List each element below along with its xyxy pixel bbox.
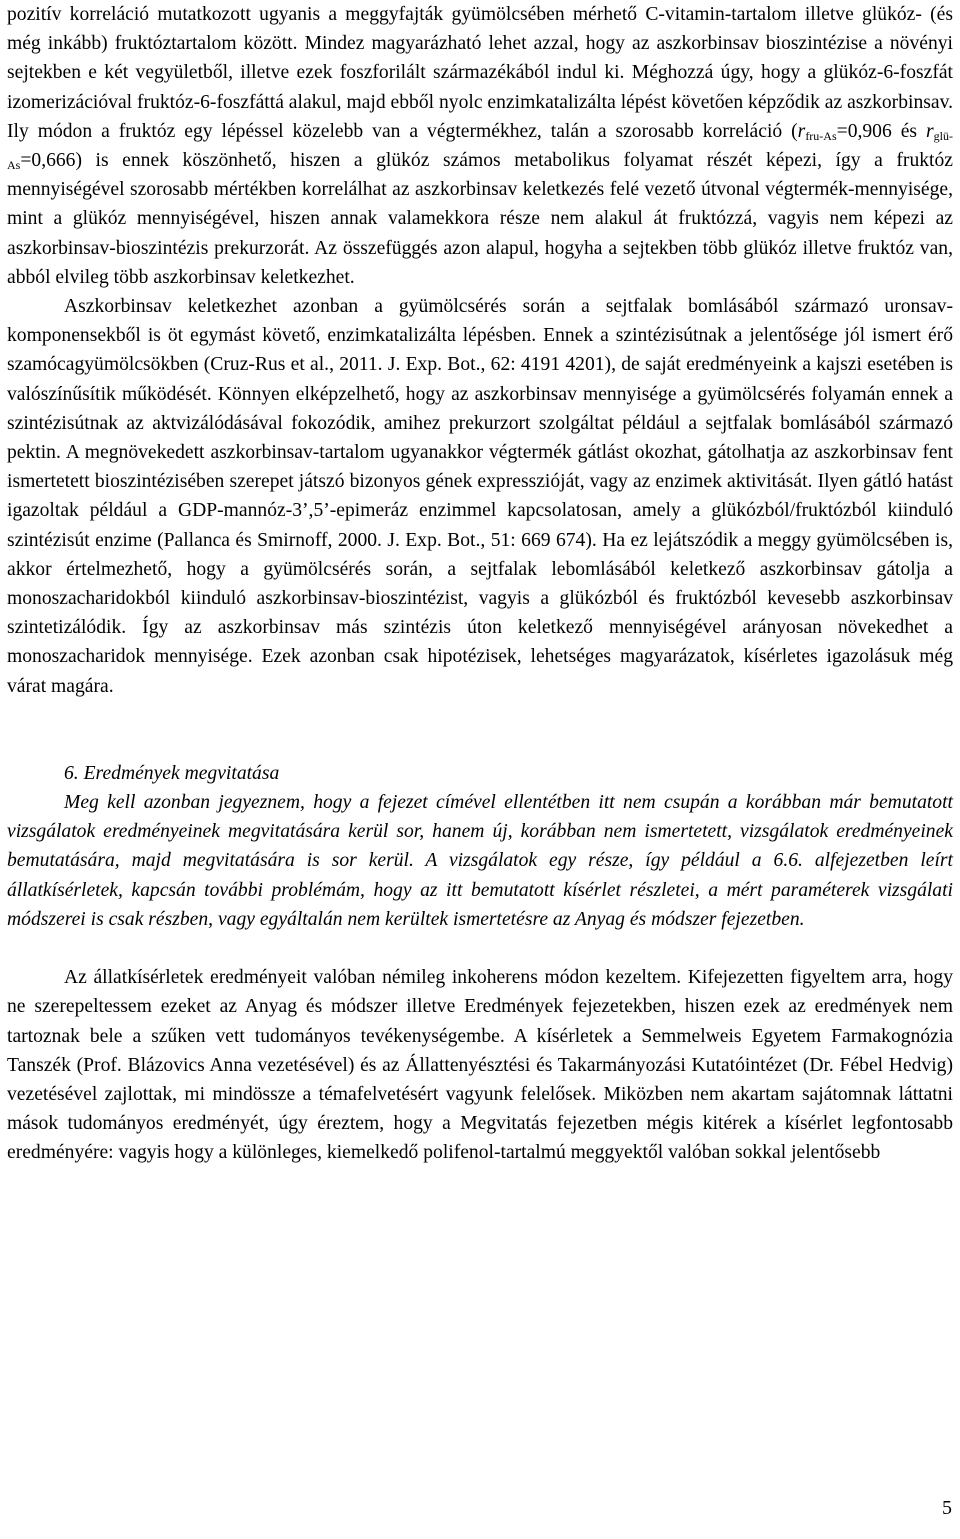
subscript-glu-as: glü-As xyxy=(7,128,953,173)
paragraph-animal-experiments: Az állatkísérletek eredményeit valóban némileg inkoherens módon kezeltem. Kifejezetten figyeltem arra, hogy ne szerepeltessem ezeket az Anyag és módszer illetve Eredmények fejezetekben, hiszen ezek az eredmények nem tartoznak bele a szűken vett tudományos tevékenységembe. A kísérletek a Semmelweis Egyetem Farmakognózia Tanszék (Prof. Blázovics Anna vezetésével) és az Állattenyésztési és Takarmányozási Kutatóintézet (Dr. Fébel Hedvig) vezetésével zajlottak, mi mindössze a témafelvetésért vagyunk felelősek. Miközben nem akartam sajátomnak láttatni mások tudományos eredményét, úgy éreztem, hogy a Megvitatás fejezetben mégis kitérek a kísérlet legfontosabb eredményére: vagyis hogy a különleges, kiemelkedő polifenol-tartalmú meggyektől valóban sokkal jelentősebb xyxy=(7,967,953,1164)
paragraph-reviewer-note: Meg kell azonban jegyeznem, hogy a fejezet címével ellentétben itt nem csupán a korábban már bemutatott vizsgálatok eredményeinek megvitatására kerül sor, hanem új, korábban nem ismertetett, vizsgálatok eredményeinek bemutatására, majd megvitatására is sor kerül. A vizsgálatok egy része, így például a 6.6. alfejezetben leírt állatkísérletek, kapcsán további problémám, hogy az itt bemutatott kísérlet részletei, a mért paraméterek vizsgálati módszerei is csak részben, vagy egyáltalán nem kerültek ismertetésre az Anyag és módszer fejezetben. xyxy=(7,792,953,930)
document-page xyxy=(7,0,953,1168)
symbol-r: r xyxy=(797,120,806,142)
symbol-r: r xyxy=(926,120,934,142)
spacer xyxy=(7,934,953,963)
section-heading: 6. Eredmények megvitatása xyxy=(64,762,280,784)
spacer xyxy=(7,701,953,759)
paragraph-correlation: pozitív korreláció mutatkozott ugyanis a meggyfajták gyümölcsében mérhető C-vitamin-tartalom illetve glükóz- (és még inkább) fruktóztartalom között. Mindez magyarázható lehet azzal, hogy az aszkorbinsav bioszintézise a növényi sejtekben e két vegyületből, illetve ezek foszforilált származékából indul ki. Méghozzá úgy, hogy a glükóz-6-foszfát izomerizációval fruktóz-6-foszfáttá alakul, majd ebből nyolc enzimkatalizálta lépést követően képződik az aszkorbinsav. Ily módon a fruktóz egy lépéssel közelebb van a végtermékhez, talán a szorosabb korreláció ($r_{fru-As}=0,906$ és $r_{glü-As}=0,666$) is ennek köszönhető, hiszen a glükóz számos metabolikus folyamat részét képezi, így a fruktóz mennyiségével szorosabb mértékben korrelálhat az aszkorbinsav keletkezés felé vezető útvonal végtermék-mennyisége, mint a glükóz mennyiségével, hiszen annak valamekkora része nem alakul át fruktózzá, vagyis nem képezi az aszkorbinsav-bioszintézis prekurzorát. Az összefüggés azon alapul, hogyha a sejtekben több glükóz illetve fruktóz van, abból elvileg több aszkorbinsav keletkezhet. xyxy=(7,4,953,288)
subscript-fru-as: fru-As xyxy=(805,128,837,143)
page-number: 5 xyxy=(942,1497,952,1519)
paragraph-uronic-acid: Aszkorbinsav keletkezhet azonban a gyümölcsérés során a sejtfalak bomlásából származó uronsav-komponensekből is öt egymást követő, enzimkatalizálta lépésben. Ennek a szintézisútnak a jelentősége jól ismert érő szamócagyümölcsökben (Cruz-Rus et al., 2011. J. Exp. Bot., 62: 4191 4201), de saját eredményeink a kajszi esetében is valószínűsítik működését. Könnyen elképzelhető, hogy az aszkorbinsav mennyisége a gyümölcsérés folyamán ennek a szintézisútnak az aktvizálódásával fokozódik, amihez prekurzort szolgáltat például a sejtfalak bomlásából származó pektin. A megnövekedett aszkorbinsav-tartalom ugyanakkor végtermék gátlást okozhat, gátolhatja az aszkorbinsav fent ismertetett bioszintézisében szerepet játszó bizonyos gének expresszióját, vagy az enzimek aktivitását. Ilyen gátló hatást igazoltak például a GDP-mannóz-3’,5’-epimeráz enzimmel kapcsolatosan, amely a glükózból/fruktózból kiinduló szintézisút enzime (Pallanca és Smirnoff, 2000. J. Exp. Bot., 51: 669 674). Ha ez lejátszódik a meggy gyümölcsében is, akkor értelmezhető, hogy a gyümölcsérés során, a sejtfalak lebomlásából keletkező aszkorbinsav gátolja a monoszacharidokból kiinduló aszkorbinsav-bioszintézist, vagyis a glükózból és fruktózból kevesebb aszkorbinsav szintetizálódik. Így az aszkorbinsav más szintézis úton keletkező mennyiségével arányosan növekedhet a monoszacharidok mennyisége. Ezek azonban csak hipotézisek, lehetséges magyarázatok, kísérletes igazolásuk még várat magára. xyxy=(7,296,953,697)
